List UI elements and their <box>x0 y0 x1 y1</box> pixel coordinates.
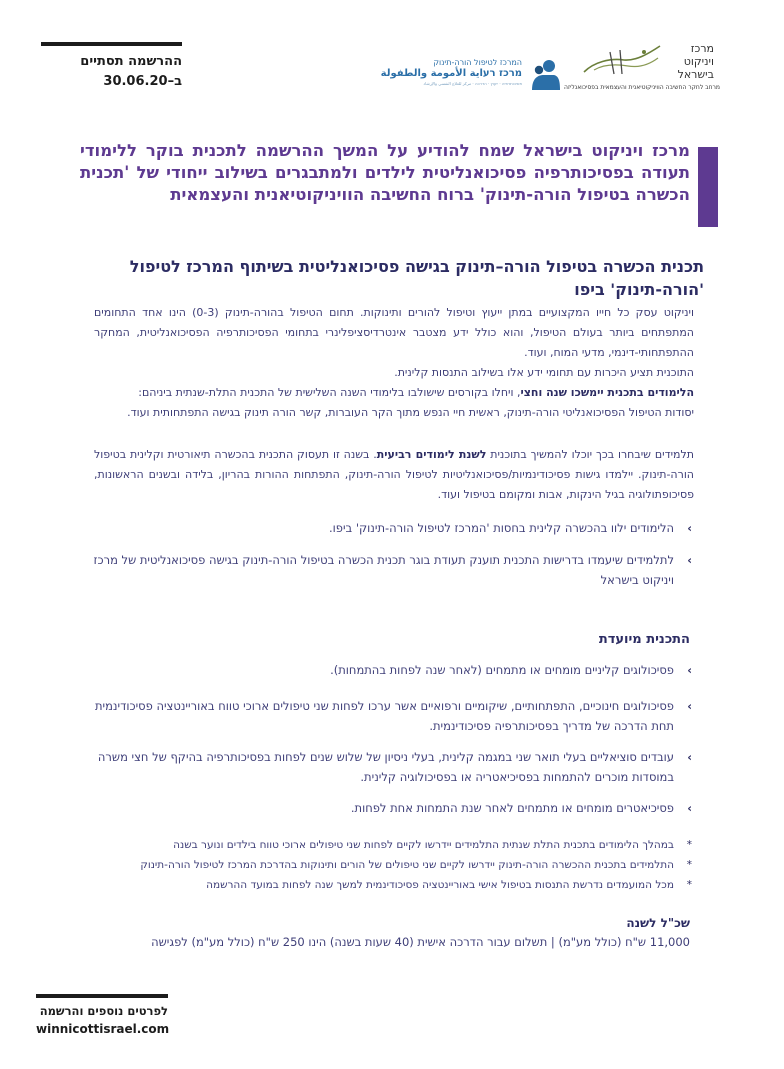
program-bullet <box>80 550 692 590</box>
chevron-icon: › <box>687 801 692 815</box>
chevron-icon: › <box>687 553 692 567</box>
program-bullet <box>94 518 692 538</box>
program-bullet-text: לתלמידים שיעמדו בדרישות התכנית תוענק תעודת בוגר תכנית הכשרה בטיפול הורה-תינוק בגישה פסיכואנליטית של מרכז ויניקוט בישראל <box>93 553 674 587</box>
target-list-item <box>80 747 692 787</box>
requirement-note-text: מכל המועמדים נדרשת התנסות בטיפול אישי באוריינטציה פסיכודינמית למשך שנה לפחות במועד ההרשמה <box>206 879 674 891</box>
footer-label: לפרטים נוספים והרשמה <box>39 1004 168 1018</box>
bird-sketch-icon <box>580 42 664 78</box>
winnicott-name-line3: בישראל <box>677 68 714 81</box>
program-title: תכנית הכשרה בטיפול הורה–תינוק בגישה פסיכואנליטית בשיתוף המרכז לטיפול 'הורה-תינוק' ביפו <box>129 257 704 299</box>
target-item-text: פסיכיאטרים מומחים או מתמחים לאחר שנת התמחות אחת לפחות. <box>350 801 674 815</box>
tuition-text: 11,000 ש"ח (כולל מע"מ) | תשלום עבור הדרכה אישית (40 שעות בשנה) הינו 250 ש"ח (כולל מע"מ) לפגישה <box>151 935 690 949</box>
footer-rule <box>36 994 168 998</box>
program-bullet-text: הלימודים ילוו בהכשרה קלינית בחסות 'המרכז לטיפול הורה-תינוק' ביפו. <box>328 521 674 535</box>
target-list-item <box>80 660 692 680</box>
chevron-icon: › <box>687 521 692 535</box>
description-line4: יסודות הטיפול הפסיכואנליטי הורה-תינוק, ראשית חיי הנפש מתוך הקר העוברות, קשר הורה תינוק בגישה התפתחותית ועוד. <box>127 406 694 419</box>
requirement-note <box>80 877 692 893</box>
fourth-year-rest: . בשנה זו תעסוק התכנית בהכשרה תיאורטית וקלינית בטיפול הורה-תינוק. יילמדו גישות פסיכודינמיות/פסיכואנליטיות לטיפול הורה-תינוק, התפתחות ההורות בהריון, בלידה ובשנים הראשונות, פסיכופתולוגיה בגיל הינקות, אבות ומקומם בטיפול ועוד. <box>94 448 694 501</box>
registration-title: ההרשמה תסתיים <box>80 54 182 69</box>
winnicott-name-line1: מרכז <box>690 42 714 55</box>
fourth-year-paragraph <box>94 445 694 505</box>
description-text: ויניקוט עסק כל חייו המקצועיים במתן ייעוץ וטיפול להורים ותינוקות. תחום הטיפול בהורה-תינוק (0-3) הינו אחד התחומים המתפתחים ביותר בעולם הטיפול, והוא כולל ידע מצטבר אינטרדיסציפלינרי בתחומי הפסיכותרפיה הפסיכואנליטית, המחקר ההתפתחותי-דינמי, מדעי המוח, ועוד. <box>94 306 694 359</box>
description-line3 <box>94 383 694 403</box>
target-item-text: עובדים סוציאליים בעלי תואר שני במגמה קלינית, בעלי ניסיון של שלוש שנים לפחות בפסיכותרפיה בהיקף של חצי משרה במוסדות מוכרים להתמחות בפסיכיאטריה או בפסיכולוגיה קלינית. <box>97 750 674 784</box>
requirement-note-text: התלמידים בתכנית ההכשרה הורה-תינוק יידרשו לקיים שני טיפולים של הורים ותינוקות בהדרכת המרכז לטיפול הורה-תינוק <box>140 859 674 871</box>
winnicott-logo <box>564 40 720 100</box>
asterisk-icon: * <box>686 859 692 871</box>
requirement-note <box>80 837 692 853</box>
winnicott-tagline: מרחב לחקר החשיבה הוויניקוטיאנית והעצמאית בפסיכואנליזה <box>564 84 720 91</box>
asterisk-icon: * <box>686 879 692 891</box>
target-item-text: פסיכולוגים חינוכיים, התפתחותיים, שיקומיים ורפואיים אשר ערכו לפחות שני טיפולים ארוכי טווח באוריינטציה פסיכודינמית תחת הדרכה של מדריך בפסיכותרפיה פסיכודינמית. <box>94 699 674 733</box>
intro-accent-bar <box>698 147 718 227</box>
intro-announcement: מרכז ויניקוט בישראל שמח להודיע על המשך ההרשמה לתכנית בוקר ללימודי תעודה בפסיכותרפיה פסיכואנליטית לילדים ולמתבגרים בשילוב ייחודי של 'תכנית הכשרה בטיפול הורה-תינוק' ברוח החשיבה הוויניקוטיאנית והעצמאית <box>80 141 690 204</box>
target-list-item <box>80 798 692 818</box>
target-list-item <box>80 696 692 736</box>
parent-child-icon <box>530 58 560 90</box>
requirement-note <box>80 857 692 873</box>
website-link[interactable]: winnicottisrael.com <box>36 1022 170 1036</box>
target-audience-title: התכנית מיועדת <box>598 632 690 647</box>
duration-highlight: הלימודים בתכנית יימשכו שנה וחצי <box>520 386 694 399</box>
registration-date: ב–30.06.20 <box>103 74 182 89</box>
winnicott-name-line2: ויניקוט <box>683 55 714 68</box>
parent-logo-line3: פסיכותרפיה · ייעוץ · הדרכה · مركز للعلاج النفسي والإرشاد <box>423 81 522 86</box>
parent-infant-center-logo <box>380 56 560 96</box>
chevron-icon: › <box>687 699 692 713</box>
target-item-text: פסיכולוגים קליניים מומחים או מתמחים (לאחר שנה לפחות בהתמחות). <box>330 663 674 677</box>
requirement-note-text: במהלך הלימודים בתכנית התלת שנתית התלמידים יידרשו לקיים לפחות שני טיפולים ארוכי טווח בילדים ונוער בשנה <box>173 839 674 851</box>
chevron-icon: › <box>687 750 692 764</box>
parent-logo-line1: המרכז לטיפול הורה-תינוק <box>433 58 522 67</box>
description-line2: התוכנית תציע היכרות עם תחומי ידע אלו בשילוב התנסות קלינית. <box>394 366 694 379</box>
fourth-year-highlight: לשנת לימודים רביעית <box>376 448 487 461</box>
asterisk-icon: * <box>686 839 692 851</box>
chevron-icon: › <box>687 663 692 677</box>
tuition-title: שכ"ל לשנה <box>626 916 690 930</box>
description-line3-rest: , ויחלו בקורסים שישולבו בלימודי השנה השלישית של התכנית התלת-שנתית ביניהם: <box>138 386 521 399</box>
fourth-year-start: תלמידים שיבחרו בכך יוכלו להמשיך בתוכנית <box>486 448 695 461</box>
program-description <box>94 303 694 363</box>
registration-rule <box>41 42 182 46</box>
parent-logo-line2: מרכז רעاية الأمومة والطفولة <box>380 68 522 79</box>
